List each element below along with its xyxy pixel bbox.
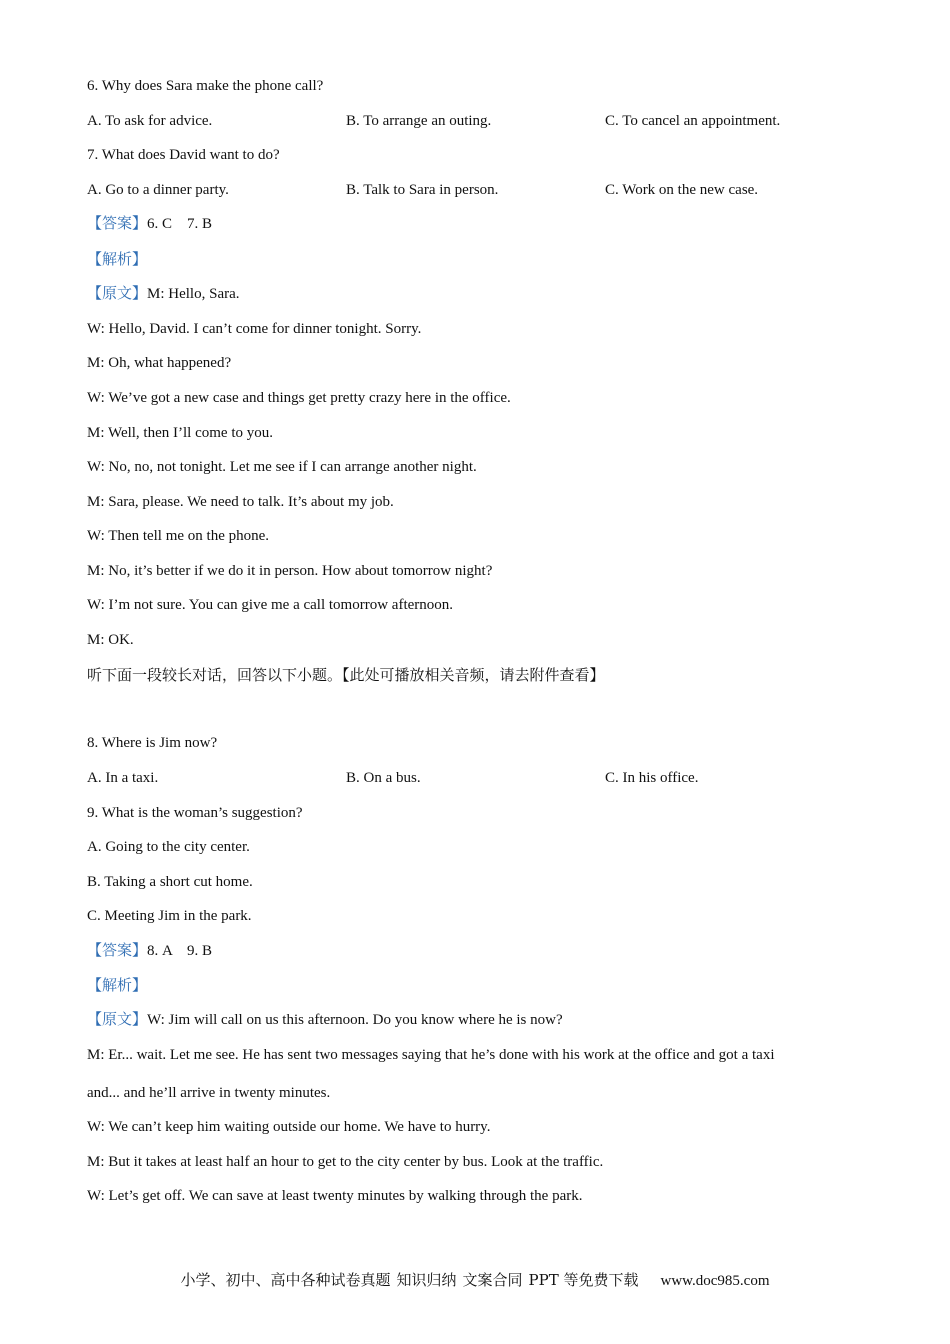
transcript-line: M: OK.: [87, 632, 134, 648]
question-6: 6. Why does Sara make the phone call?: [87, 78, 324, 94]
transcript-line: and... and he’ll arrive in twenty minutes.: [87, 1085, 331, 1101]
answer-line-1: [87, 214, 212, 234]
transcript-line-first-1: [87, 284, 240, 304]
transcript-line: W: We’ve got a new case and things get pretty crazy here in the office.: [87, 390, 511, 406]
q7-option-a: A. Go to a dinner party.: [87, 182, 229, 198]
footer-text: PPT 等免费下载: [528, 1271, 639, 1289]
q6-option-a: A. To ask for advice.: [87, 113, 213, 129]
answer-text: 6. C 7. B: [147, 216, 213, 232]
q7-option-c: C. Work on the new case.: [605, 182, 759, 198]
transcript-tag: 【原文】: [87, 1012, 148, 1028]
transcript-line-first-2: [87, 1010, 563, 1030]
transcript-line: M: But it takes at least half an hour to get to the city center by bus. Look at the traffic.: [87, 1154, 604, 1170]
footer-text: 文案合同: [462, 1271, 523, 1289]
transcript-line: W: Let’s get off. We can save at least twenty minutes by walking through the park.: [87, 1188, 583, 1204]
q6-option-b: B. To arrange an outing.: [346, 113, 492, 129]
transcript-tag: 【原文】: [87, 286, 148, 302]
q8-option-a: A. In a taxi.: [87, 770, 159, 786]
question-7: 7. What does David want to do?: [87, 147, 280, 163]
listening-instruction: 听下面一段较长对话，回答以下小题。【此处可播放相关音频，请去附件查看】: [87, 666, 605, 684]
transcript-line: M: No, it’s better if we do it in person. How about tomorrow night?: [87, 563, 493, 579]
transcript-line: W: I’m not sure. You can give me a call tomorrow afternoon.: [87, 597, 454, 613]
transcript-line: M: Er... wait. Let me see. He has sent two messages saying that he’s done with his work at the office and got a taxi: [87, 1047, 775, 1063]
page-footer: [0, 1270, 950, 1291]
transcript-text: W: Jim will call on us this afternoon. Do you know where he is now?: [147, 1012, 563, 1028]
footer-url[interactable]: www.doc985.com: [660, 1273, 770, 1289]
question-9: 9. What is the woman’s suggestion?: [87, 805, 303, 821]
answer-line-2: [87, 941, 212, 961]
q9-option-c: C. Meeting Jim in the park.: [87, 908, 252, 924]
answer-text: 8. A 9. B: [147, 943, 213, 959]
transcript-text: M: Hello, Sara.: [147, 286, 240, 302]
q8-option-c: C. In his office.: [605, 770, 699, 786]
transcript-line: M: Oh, what happened?: [87, 355, 232, 371]
transcript-line: W: Then tell me on the phone.: [87, 528, 270, 544]
analysis-tag-1: 【解析】: [87, 252, 148, 268]
transcript-line: W: We can’t keep him waiting outside our home. We have to hurry.: [87, 1119, 491, 1135]
q9-option-a: A. Going to the city center.: [87, 839, 250, 855]
transcript-line: W: No, no, not tonight. Let me see if I can arrange another night.: [87, 459, 477, 475]
transcript-line: M: Well, then I’ll come to you.: [87, 425, 273, 441]
answer-tag: 【答案】: [87, 943, 148, 959]
answer-tag: 【答案】: [87, 216, 148, 232]
transcript-line: M: Sara, please. We need to talk. It’s about my job.: [87, 494, 394, 510]
q9-option-b: B. Taking a short cut home.: [87, 874, 253, 890]
q8-option-b: B. On a bus.: [346, 770, 421, 786]
analysis-tag-2: 【解析】: [87, 978, 148, 994]
q6-option-c: C. To cancel an appointment.: [605, 113, 781, 129]
transcript-line: W: Hello, David. I can’t come for dinner tonight. Sorry.: [87, 321, 422, 337]
footer-text: 知识归纳: [396, 1271, 457, 1289]
q7-option-b: B. Talk to Sara in person.: [346, 182, 499, 198]
footer-text: 小学、初中、高中各种试卷真题: [180, 1271, 391, 1289]
question-8: 8. Where is Jim now?: [87, 735, 218, 751]
